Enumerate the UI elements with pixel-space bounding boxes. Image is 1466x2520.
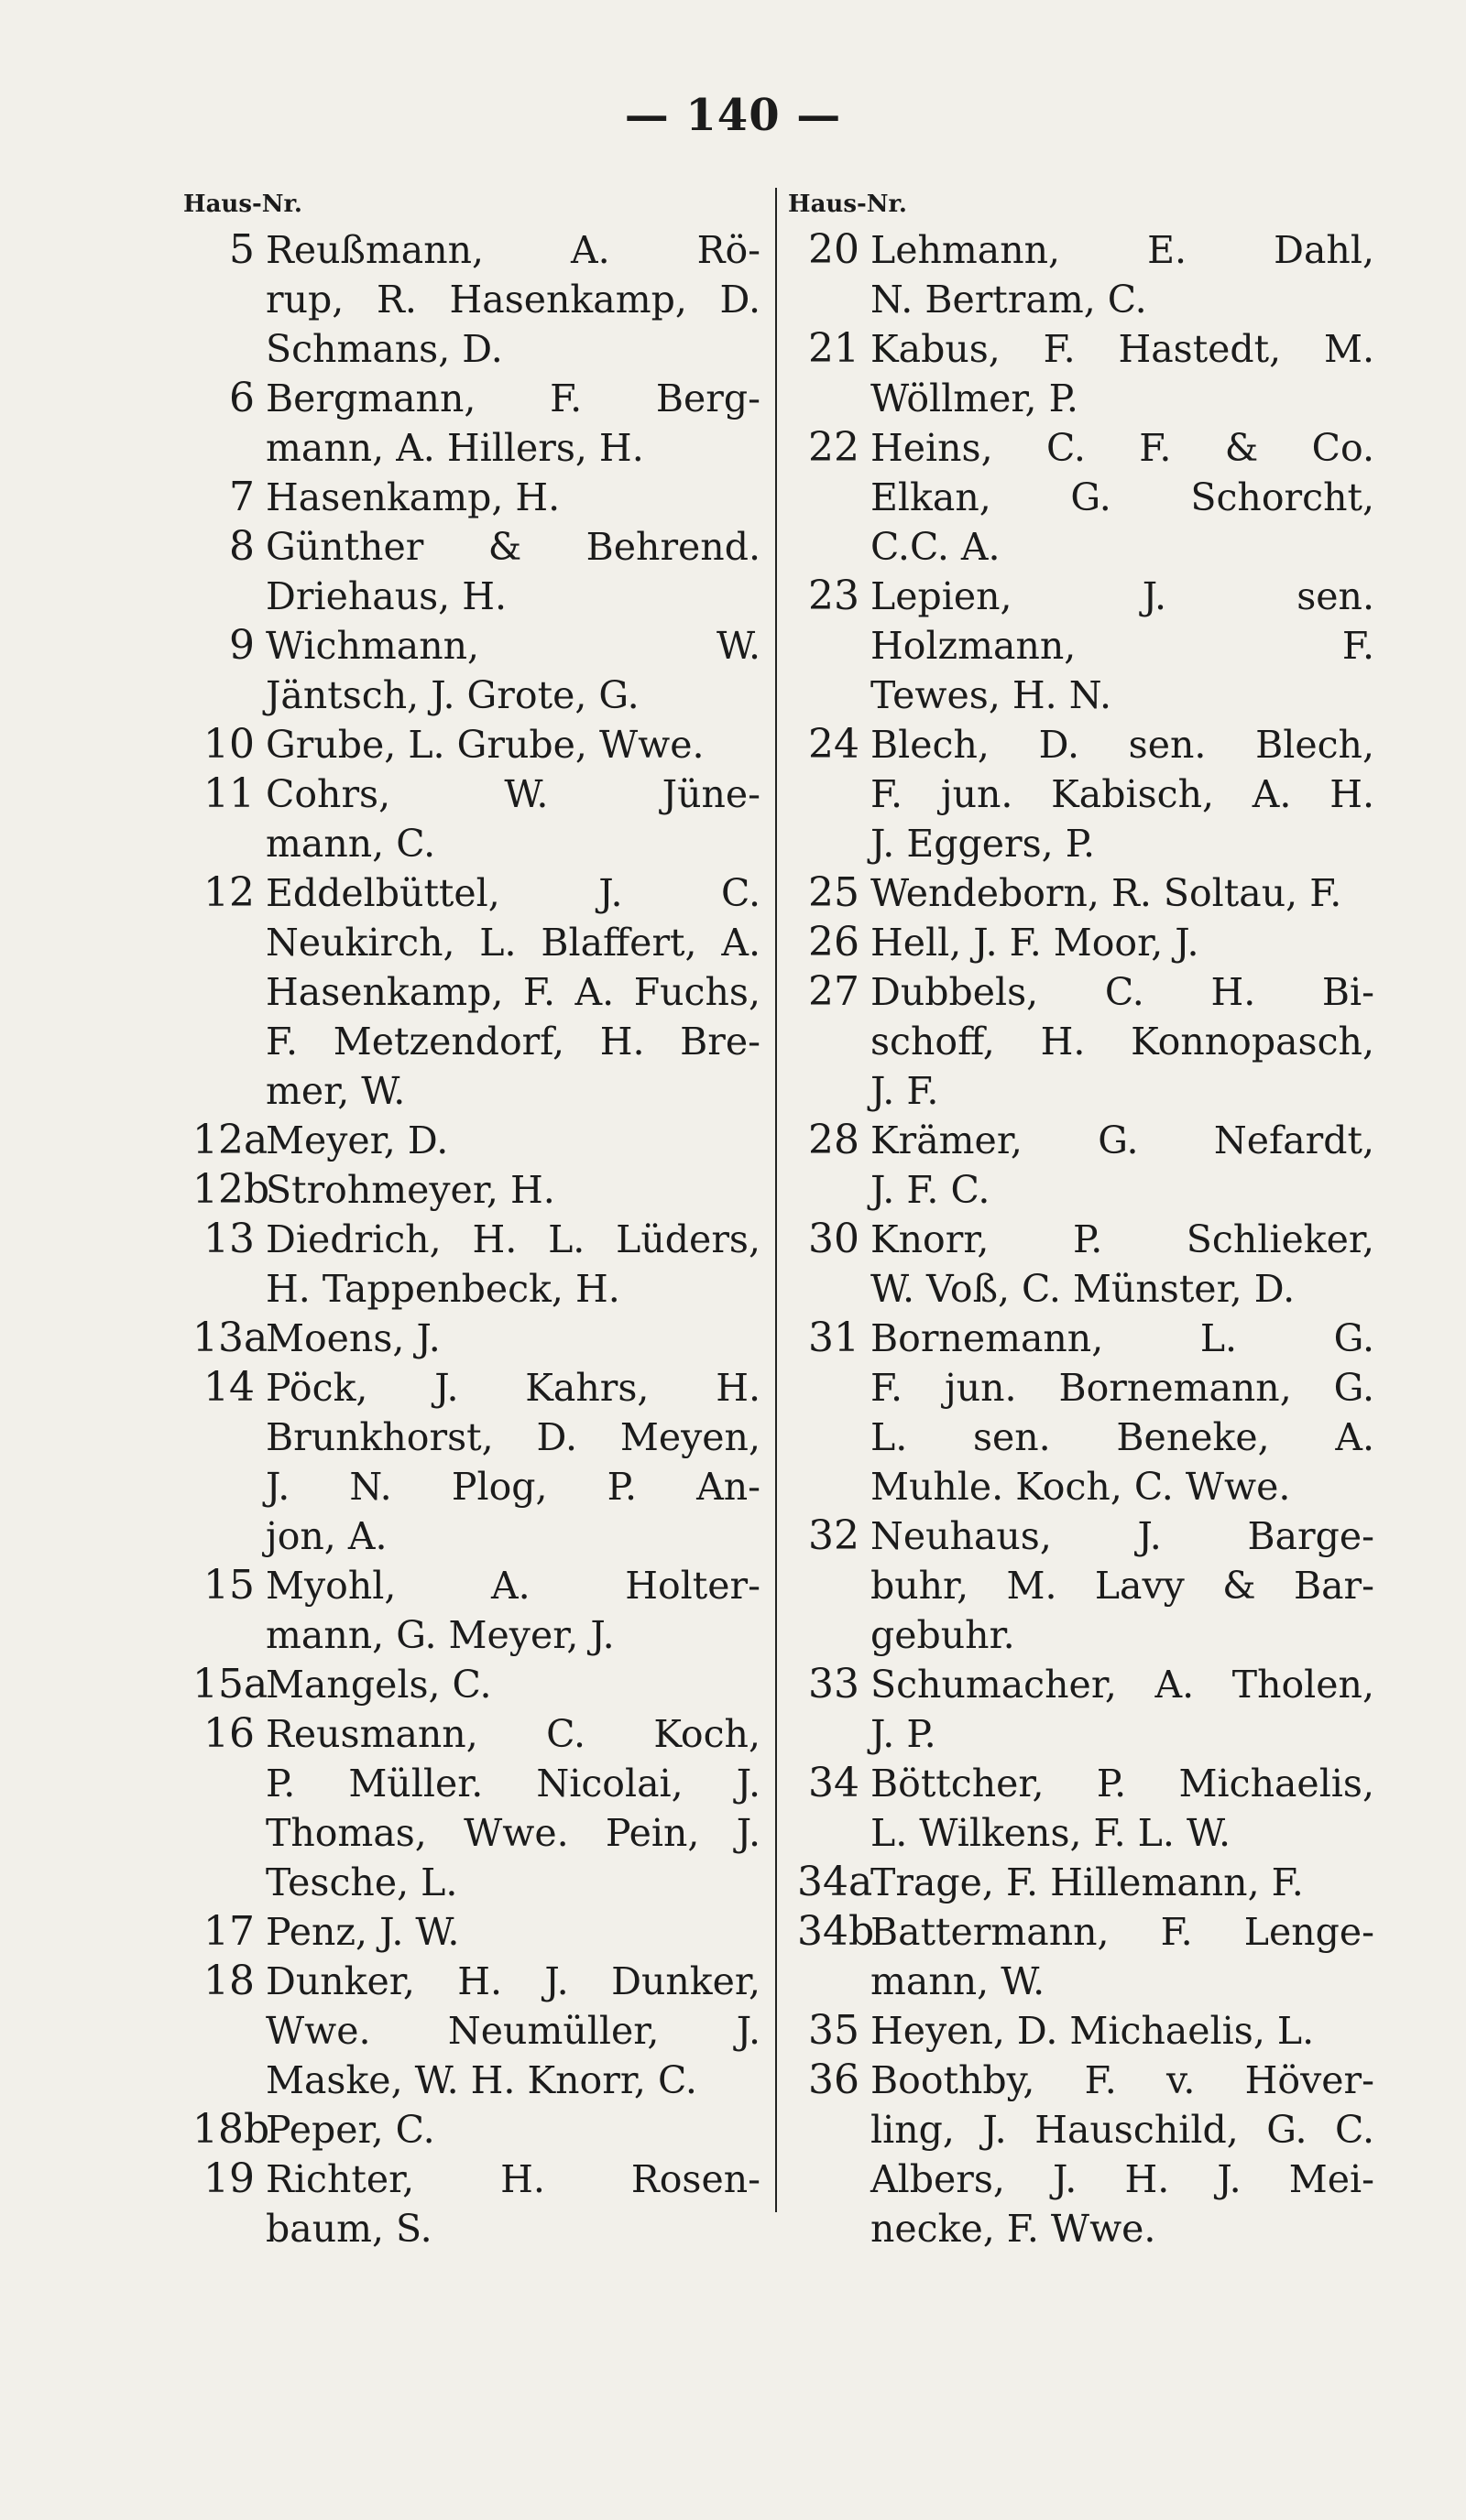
resident-line: Hell, J. F. Moor, J. [870, 921, 1199, 965]
resident-line: Böttcher, P. Michaelis, [870, 1762, 1374, 1805]
house-number: 27 [808, 968, 859, 1015]
house-number: 30 [808, 1216, 859, 1262]
resident-line: Heyen, D. Michaelis, L. [870, 2009, 1315, 2053]
resident-names [266, 225, 760, 374]
directory-entry [797, 868, 1374, 918]
resident-line: mann, A. Hillers, H. [266, 426, 644, 470]
house-number: 35 [808, 2007, 859, 2054]
resident-line: W. Voß, C. Münster, D. [870, 1267, 1296, 1311]
resident-names [266, 1907, 760, 1957]
house-number: 24 [808, 721, 859, 768]
resident-line: J. P. [870, 1712, 936, 1756]
resident-names [266, 1314, 760, 1363]
directory-entry [797, 1759, 1374, 1858]
house-number: 28 [808, 1117, 859, 1163]
directory-entry [797, 720, 1374, 868]
resident-names [266, 1116, 760, 1165]
house-number: 5 [229, 226, 255, 273]
resident-line: Kabus, F. Hastedt, M. [870, 327, 1374, 371]
resident-line: schoff, H. Konnopasch, [870, 1020, 1374, 1064]
resident-names [870, 1215, 1374, 1314]
house-number: 21 [808, 325, 859, 372]
resident-names [266, 1709, 760, 1907]
resident-line: mann, G. Meyer, J. [266, 1613, 615, 1657]
resident-line: gebuhr. [870, 1613, 1015, 1657]
resident-line: F. Metzendorf, H. Bre- [266, 1020, 760, 1064]
resident-line: C.C. A. [870, 525, 1001, 569]
house-number: 26 [808, 919, 859, 965]
resident-line: Penz, J. W. [266, 1910, 460, 1954]
resident-line: Bergmann, F. Berg- [266, 376, 760, 420]
resident-line: L. sen. Beneke, A. [870, 1415, 1374, 1459]
house-number: 12 [203, 869, 255, 916]
right-column [788, 183, 1374, 2253]
directory-entry [192, 374, 760, 473]
resident-names [266, 868, 760, 1116]
directory-entry [797, 967, 1374, 1116]
resident-line: Meyer, D. [266, 1118, 449, 1162]
resident-names [266, 2105, 760, 2155]
resident-line: J. Eggers, P. [870, 822, 1096, 866]
right-entries [797, 225, 1374, 2253]
directory-entry [192, 1363, 760, 1561]
directory-entry [192, 1116, 760, 1165]
resident-line: J. F. C. [870, 1168, 990, 1212]
directory-entry [192, 2105, 760, 2155]
resident-names [266, 769, 760, 868]
house-number: 34b [797, 1908, 875, 1955]
resident-names [870, 572, 1374, 720]
resident-line: Brunkhorst, D. Meyen, [266, 1415, 760, 1459]
directory-entry [192, 1907, 760, 1957]
resident-line: Peper, C. [266, 2108, 435, 2152]
house-number: 12a [192, 1117, 268, 1163]
resident-line: Lepien, J. sen. [870, 574, 1374, 618]
resident-line: Strohmeyer, H. [266, 1168, 555, 1212]
resident-names [870, 1907, 1374, 2006]
resident-line: Pöck, J. Kahrs, H. [266, 1366, 760, 1410]
resident-names [870, 225, 1374, 324]
resident-line: buhr, M. Lavy & Bar- [870, 1564, 1374, 1608]
resident-names [870, 967, 1374, 1116]
resident-line: Driehaus, H. [266, 574, 507, 618]
resident-names [266, 522, 760, 621]
house-number: 13 [203, 1216, 255, 1262]
resident-line: mer, W. [266, 1069, 406, 1113]
resident-line: Wöllmer, P. [870, 376, 1078, 420]
resident-line: H. Tappenbeck, H. [266, 1267, 620, 1311]
resident-names [266, 2155, 760, 2253]
resident-names [870, 1660, 1374, 1759]
directory-entry [797, 1907, 1374, 2006]
resident-line: Moens, J. [266, 1316, 441, 1360]
directory-entry [797, 324, 1374, 423]
house-number: 25 [808, 869, 859, 916]
resident-names [870, 720, 1374, 868]
resident-line: Muhle. Koch, C. Wwe. [870, 1465, 1291, 1509]
house-number: 23 [808, 573, 859, 619]
resident-line: Krämer, G. Nefardt, [870, 1118, 1374, 1162]
house-number: 20 [808, 226, 859, 273]
directory-entry [797, 1660, 1374, 1759]
resident-line: J. N. Plog, P. An- [266, 1465, 760, 1509]
resident-line: Schumacher, A. Tholen, [870, 1663, 1374, 1707]
resident-names [870, 1116, 1374, 1215]
house-number: 13a [192, 1315, 268, 1361]
resident-line: Hasenkamp, F. A. Fuchs, [266, 970, 760, 1014]
directory-entry [192, 720, 760, 769]
resident-line: Schmans, D. [266, 327, 503, 371]
resident-line: Heins, C. F. & Co. [870, 426, 1374, 470]
resident-line: J. F. [870, 1069, 939, 1113]
page-number: — 140 — [624, 90, 842, 141]
resident-line: Tewes, H. N. [870, 673, 1111, 717]
resident-names [870, 1759, 1374, 1858]
resident-line: Mangels, C. [266, 1663, 492, 1707]
resident-line: F. jun. Kabisch, A. H. [870, 772, 1374, 816]
house-number: 17 [203, 1908, 255, 1955]
house-number: 12b [192, 1166, 270, 1213]
resident-names [266, 1957, 760, 2105]
directory-entry [192, 621, 760, 720]
resident-line: Elkan, G. Schorcht, [870, 475, 1374, 519]
house-number: 15 [203, 1562, 255, 1609]
directory-entry [192, 1215, 760, 1314]
directory-entry [192, 522, 760, 621]
resident-line: Thomas, Wwe. Pein, J. [266, 1811, 760, 1855]
resident-line: mann, C. [266, 822, 436, 866]
resident-line: F. jun. Bornemann, G. [870, 1366, 1374, 1410]
house-number: 22 [808, 424, 859, 471]
house-number: 34 [808, 1760, 859, 1806]
directory-entry [192, 473, 760, 522]
house-number: 18b [192, 2106, 270, 2153]
directory-entry [192, 1165, 760, 1215]
directory-entry [797, 1116, 1374, 1215]
resident-names [266, 621, 760, 720]
resident-line: Holzmann, F. [870, 624, 1374, 668]
house-number: 19 [203, 2155, 255, 2202]
directory-entry [797, 2056, 1374, 2253]
resident-names [870, 423, 1374, 572]
resident-names [870, 1858, 1374, 1907]
resident-line: Neukirch, L. Blaffert, A. [266, 921, 760, 965]
resident-names [870, 918, 1374, 967]
house-number: 18 [203, 1958, 255, 2004]
resident-line: Hasenkamp, H. [266, 475, 561, 519]
resident-line: Dunker, H. J. Dunker, [266, 1959, 760, 2003]
resident-line: baum, S. [266, 2207, 432, 2251]
directory-entry [797, 1511, 1374, 1660]
directory-entry [192, 2155, 760, 2253]
house-number: 32 [808, 1512, 859, 1559]
directory-entry [797, 2006, 1374, 2056]
house-number: 36 [808, 2056, 859, 2103]
resident-line: L. Wilkens, F. L. W. [870, 1811, 1231, 1855]
resident-line: Bornemann, L. G. [870, 1316, 1374, 1360]
directory-entry [192, 225, 760, 374]
resident-line: Cohrs, W. Jüne- [266, 772, 760, 816]
resident-names [870, 1314, 1374, 1511]
resident-names [266, 1660, 760, 1709]
resident-line: P. Müller. Nicolai, J. [266, 1762, 760, 1805]
house-number: 9 [229, 622, 255, 669]
house-number: 7 [229, 474, 255, 520]
resident-line: necke, F. Wwe. [870, 2207, 1156, 2251]
directory-entry [797, 572, 1374, 720]
directory-entry [192, 1957, 760, 2105]
directory-entry [797, 1215, 1374, 1314]
resident-line: Günther & Behrend. [266, 525, 760, 569]
resident-names [266, 720, 760, 769]
house-number: 10 [203, 721, 255, 768]
resident-names [870, 324, 1374, 423]
resident-line: Eddelbüttel, J. C. [266, 871, 760, 915]
column-divider [775, 188, 777, 2212]
left-column [183, 183, 760, 2253]
right-column-header: Haus-Nr. [788, 191, 907, 218]
resident-line: Blech, D. sen. Blech, [870, 723, 1374, 767]
resident-line: Wichmann, W. [266, 624, 760, 668]
resident-line: Maske, W. H. Knorr, C. [266, 2058, 697, 2102]
house-number: 33 [808, 1661, 859, 1707]
directory-entry [192, 1660, 760, 1709]
resident-names [870, 868, 1374, 918]
left-entries [192, 225, 760, 2253]
resident-line: Reusmann, C. Koch, [266, 1712, 760, 1756]
house-number: 16 [203, 1710, 255, 1757]
directory-entry [797, 918, 1374, 967]
resident-line: Boothby, F. v. Höver- [870, 2058, 1374, 2102]
resident-names [870, 1511, 1374, 1660]
resident-line: Neuhaus, J. Barge- [870, 1514, 1374, 1558]
house-number: 14 [203, 1364, 255, 1411]
resident-names [870, 2056, 1374, 2253]
resident-line: Lehmann, E. Dahl, [870, 228, 1374, 272]
resident-line: Reußmann, A. Rö- [266, 228, 760, 272]
house-number: 15a [192, 1661, 268, 1707]
resident-names [266, 1561, 760, 1660]
resident-names [870, 2006, 1374, 2056]
directory-entry [797, 1858, 1374, 1907]
resident-names [266, 1165, 760, 1215]
house-number: 8 [229, 523, 255, 570]
resident-line: Tesche, L. [266, 1860, 458, 1904]
resident-line: Trage, F. Hillemann, F. [870, 1860, 1304, 1904]
resident-line: Jäntsch, J. Grote, G. [266, 673, 640, 717]
resident-names [266, 473, 760, 522]
house-number: 34a [797, 1859, 873, 1905]
resident-line: jon, A. [266, 1514, 388, 1558]
resident-line: N. Bertram, C. [870, 278, 1147, 322]
resident-line: rup, R. Hasenkamp, D. [266, 278, 760, 322]
resident-line: Wwe. Neumüller, J. [266, 2009, 760, 2053]
house-number: 31 [808, 1315, 859, 1361]
resident-names [266, 374, 760, 473]
resident-line: Wendeborn, R. Soltau, F. [870, 871, 1342, 915]
directory-entry [192, 769, 760, 868]
resident-line: Richter, H. Rosen- [266, 2157, 760, 2201]
resident-line: Battermann, F. Lenge- [870, 1910, 1374, 1954]
house-number: 6 [229, 375, 255, 421]
resident-line: Knorr, P. Schlieker, [870, 1217, 1374, 1261]
directory-entry [192, 1709, 760, 1907]
resident-names [266, 1215, 760, 1314]
resident-line: Myohl, A. Holter- [266, 1564, 760, 1608]
resident-line: mann, W. [870, 1959, 1045, 2003]
resident-line: Diedrich, H. L. Lüders, [266, 1217, 760, 1261]
directory-entry [797, 423, 1374, 572]
directory-entry [192, 1314, 760, 1363]
resident-line: Dubbels, C. H. Bi- [870, 970, 1374, 1014]
left-column-header: Haus-Nr. [183, 191, 302, 218]
house-number: 11 [203, 770, 255, 817]
directory-entry [797, 225, 1374, 324]
directory-entry [192, 1561, 760, 1660]
resident-line: ling, J. Hauschild, G. C. [870, 2108, 1374, 2152]
directory-entry [797, 1314, 1374, 1511]
directory-entry [192, 868, 760, 1116]
resident-names [266, 1363, 760, 1561]
resident-line: Albers, J. H. J. Mei- [870, 2157, 1374, 2201]
resident-line: Grube, L. Grube, Wwe. [266, 723, 705, 767]
